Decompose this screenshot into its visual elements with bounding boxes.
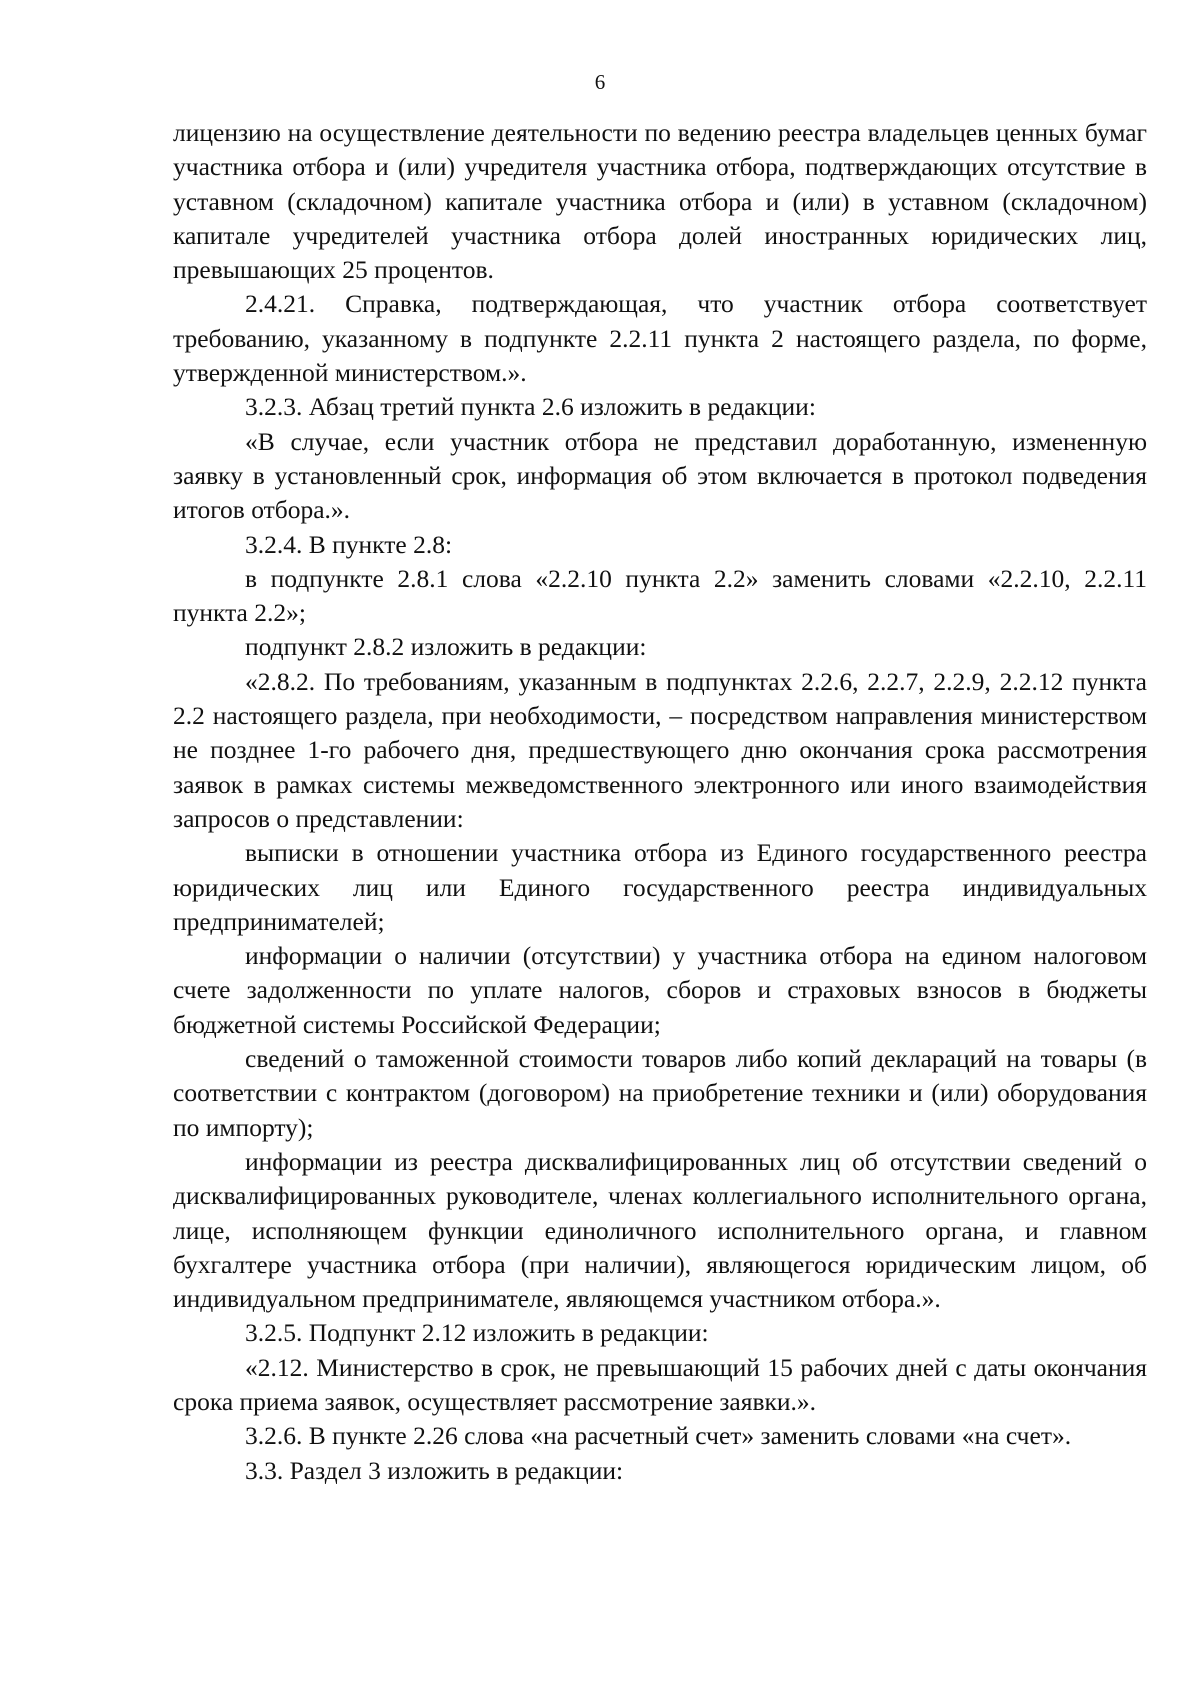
paragraph-2-8-2-intro: подпункт 2.8.2 изложить в редакции: (245, 632, 647, 662)
page-number: 6 (594, 70, 606, 94)
paragraph-quote-2-6: «В случае, если участник отбора не представил доработанную, измененную заявку в установленный срок, информация об этом включается в протокол подведения итогов отбора.». (173, 426, 1147, 525)
paragraph-2-8-1-amendment: в подпункте 2.8.1 слова «2.2.10 пункта 2.2» заменить словами «2.2.10, 2.2.11 пункта 2.2»; (173, 563, 1147, 628)
document-body (173, 116, 1147, 1488)
paragraph-2-4-21: 2.4.21. Справка, подтверждающая, что участник отбора соответствует требованию, указанному в подпункте 2.2.11 пункта 2 настоящего раздела, по форме, утвержденной министерством.». (173, 289, 1147, 388)
list-item-disqualified-registry: информации из реестра дисквалифицированных лиц об отсутствии сведений о дисквалифицированных руководителе, членах коллегиального исполнительного органа, лице, исполняющем функции единоличного исполнительного органа, и главном бухгалтере участника отбора (при наличии), являющегося юридическим лицом, об индивидуальном предпринимателе, являющемся участником отбора.». (173, 1146, 1147, 1314)
paragraph-continuation: лицензию на осуществление деятельности по ведению реестра владельцев ценных бумаг участника отбора и (или) учредителя участника отбора, подтверждающих отсутствие в уставном (складочном) капитале участника отбора и (или) в уставном (складочном) капитале учредителей участника отбора долей иностранных юридических лиц, превышающих 25 процентов. (173, 118, 1147, 285)
list-item-egrul-extract: выписки в отношении участника отбора из Единого государственного реестра юридических лиц или Единого государственного реестра индивидуальных предпринимателей; (173, 838, 1147, 936)
paragraph-quote-2-8-2: «2.8.2. По требованиям, указанным в подпунктах 2.2.6, 2.2.7, 2.2.9, 2.2.12 пункта 2.2 настоящего раздела, при необходимости, – посредством направления министерством не позднее 1-го рабочего дня, предшествующего дню окончания срока рассмотрения заявок в рамках системы межведомственного электронного или иного взаимодействия запросов о представлении: (173, 666, 1147, 833)
paragraph-quote-2-12: «2.12. Министерство в срок, не превышающий 15 рабочих дней с даты окончания срока приема заявок, осуществляет рассмотрение заявки.». (173, 1352, 1147, 1416)
paragraph-3-2-5: 3.2.5. Подпункт 2.12 изложить в редакции: (245, 1318, 709, 1348)
paragraph-3-2-6: 3.2.6. В пункте 2.26 слова «на расчетный счет» заменить словами «на счет». (245, 1421, 1072, 1451)
list-item-customs-value: сведений о таможенной стоимости товаров либо копий деклараций на товары (в соответствии с контрактом (договором) на приобретение техники и (или) оборудования по импорту); (173, 1044, 1147, 1142)
list-item-tax-debt-info: информации о наличии (отсутствии) у участника отбора на едином налоговом счете задолженности по уплате налогов, сборов и страховых взносов в бюджеты бюджетной системы Российской Федерации; (173, 941, 1147, 1039)
paragraph-3-2-4: 3.2.4. В пункте 2.8: (245, 529, 453, 559)
paragraph-3-3: 3.3. Раздел 3 изложить в редакции: (245, 1455, 624, 1485)
paragraph-3-2-3: 3.2.3. Абзац третий пункта 2.6 изложить в редакции: (245, 392, 816, 422)
